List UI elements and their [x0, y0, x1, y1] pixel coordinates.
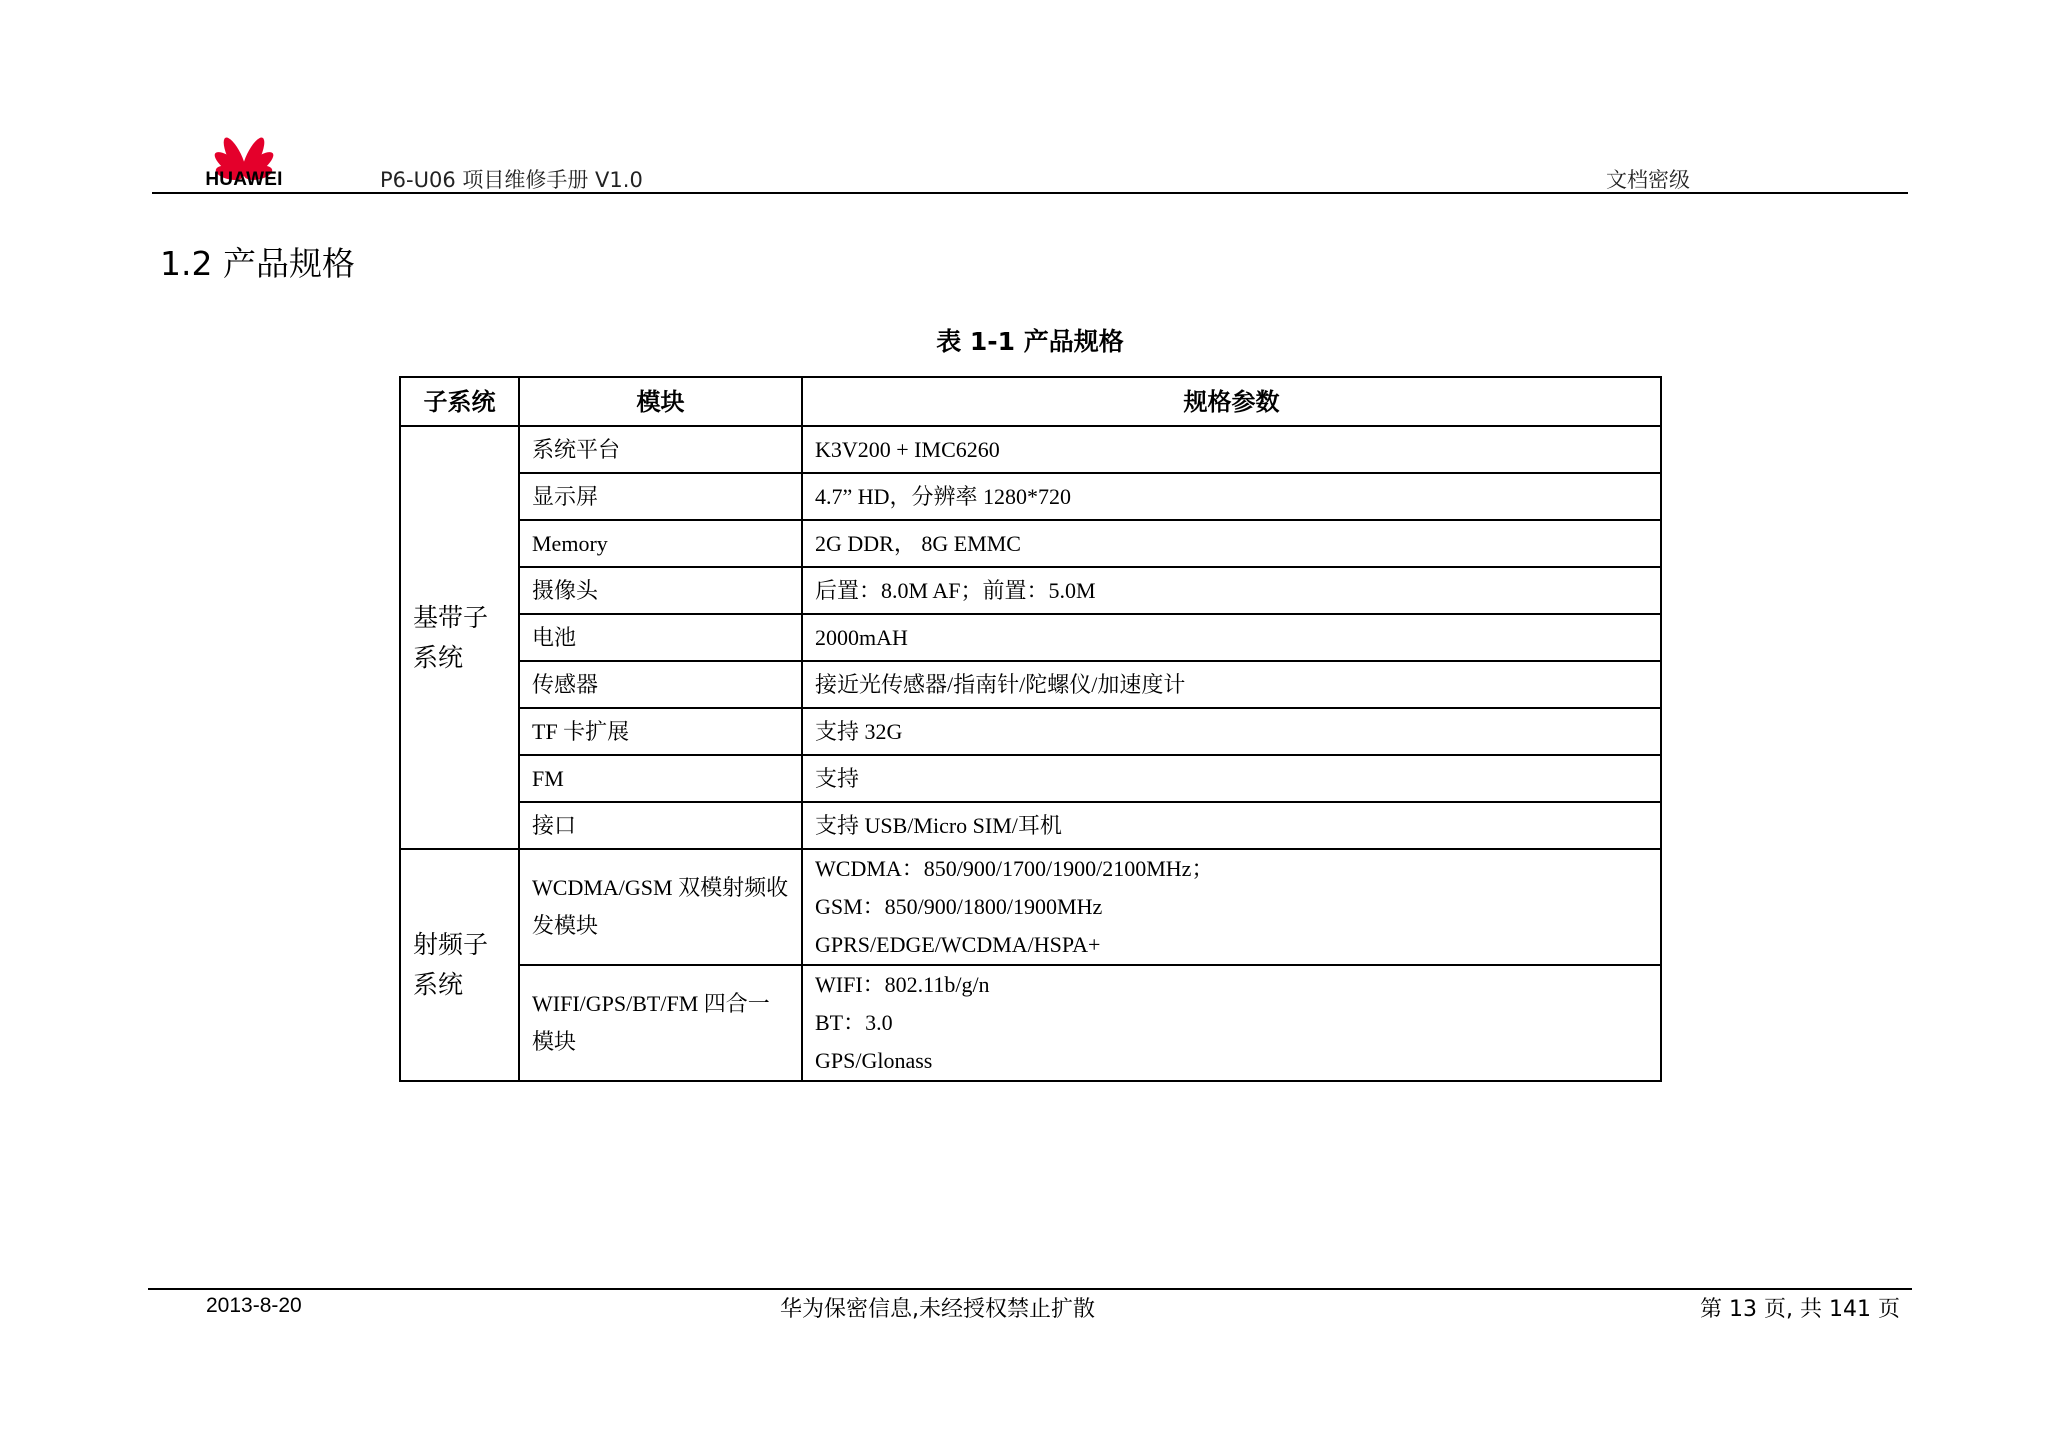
- spec-cell: [802, 567, 1661, 614]
- spec-cell: [802, 849, 1661, 965]
- module-cell: WCDMA/GSM 双模射频收发模块: [519, 849, 802, 965]
- module-cell: 接口: [519, 802, 802, 849]
- table-header-row: [400, 377, 1661, 426]
- header-divider: [152, 192, 1908, 194]
- spec-line: 支持 USB/Micro SIM/耳机: [815, 812, 1062, 838]
- spec-cell: [802, 965, 1661, 1081]
- header-spec: 规格参数: [802, 377, 1661, 426]
- spec-line: 支持: [815, 765, 860, 791]
- module-cell: 电池: [519, 614, 802, 661]
- module-cell: TF 卡扩展: [519, 708, 802, 755]
- spec-cell: [802, 426, 1661, 473]
- spec-cell: [802, 520, 1661, 567]
- spec-cell: [802, 802, 1661, 849]
- spec-line: GSM：850/900/1800/1900MHz: [815, 894, 1103, 919]
- spec-line: 2G DDR， 8G EMMC: [815, 530, 1021, 556]
- spec-line: 2000mAH: [815, 624, 908, 650]
- spec-line: 支持 32G: [815, 718, 903, 744]
- header-module: 模块: [519, 377, 802, 426]
- table-row: [400, 965, 1661, 1081]
- spec-line: 4.7” HD，分辨率 1280*720: [815, 483, 1072, 509]
- module-cell: 摄像头: [519, 567, 802, 614]
- spec-line: GPS/Glonass: [815, 1048, 933, 1073]
- spec-cell: [802, 614, 1661, 661]
- spec-table: [399, 376, 1662, 1082]
- spec-line: BT：3.0: [815, 1010, 893, 1035]
- table-row: [400, 567, 1661, 614]
- table-row: [400, 708, 1661, 755]
- module-cell: WIFI/GPS/BT/FM 四合一模块: [519, 965, 802, 1081]
- table-row: [400, 614, 1661, 661]
- spec-line: 接近光传感器/指南针/陀螺仪/加速度计: [815, 671, 1186, 697]
- spec-line: GPRS/EDGE/WCDMA/HSPA+: [815, 932, 1101, 957]
- table-row: [400, 661, 1661, 708]
- subsystem-cell: 基带子系统: [400, 426, 519, 849]
- module-cell: 传感器: [519, 661, 802, 708]
- spec-line: WCDMA：850/900/1700/1900/2100MHz；: [815, 856, 1214, 881]
- spec-cell: [802, 708, 1661, 755]
- table-row: [400, 520, 1661, 567]
- spec-cell: [802, 661, 1661, 708]
- section-heading: 1.2 产品规格: [160, 244, 355, 283]
- document-title: P6-U06 项目维修手册 V1.0: [380, 168, 643, 192]
- table-row: [400, 755, 1661, 802]
- footer-divider: [148, 1288, 1912, 1290]
- header-subsystem: 子系统: [400, 377, 519, 426]
- spec-line: K3V200 + IMC6260: [815, 436, 1000, 462]
- footer-date: 2013-8-20: [206, 1294, 302, 1317]
- module-cell: FM: [519, 755, 802, 802]
- table-row: [400, 426, 1661, 473]
- spec-line: WIFI：802.11b/g/n: [815, 972, 990, 997]
- module-cell: 显示屏: [519, 473, 802, 520]
- document-classification: 文档密级: [1606, 168, 1690, 192]
- table-row: [400, 849, 1661, 965]
- spec-line: 后置：8.0M AF；前置：5.0M: [815, 577, 1096, 603]
- footer-confidential-notice: 华为保密信息,未经授权禁止扩散: [780, 1297, 1095, 1322]
- module-cell: Memory: [519, 520, 802, 567]
- logo-wordmark: HUAWEI: [205, 169, 283, 190]
- spec-cell: [802, 755, 1661, 802]
- spec-cell: [802, 473, 1661, 520]
- table-caption: 表 1-1 产品规格: [936, 327, 1124, 356]
- subsystem-cell: 射频子系统: [400, 849, 519, 1081]
- table-row: [400, 802, 1661, 849]
- table-row: [400, 473, 1661, 520]
- module-cell: 系统平台: [519, 426, 802, 473]
- footer-page-number: 第 13 页, 共 141 页: [1700, 1297, 1900, 1322]
